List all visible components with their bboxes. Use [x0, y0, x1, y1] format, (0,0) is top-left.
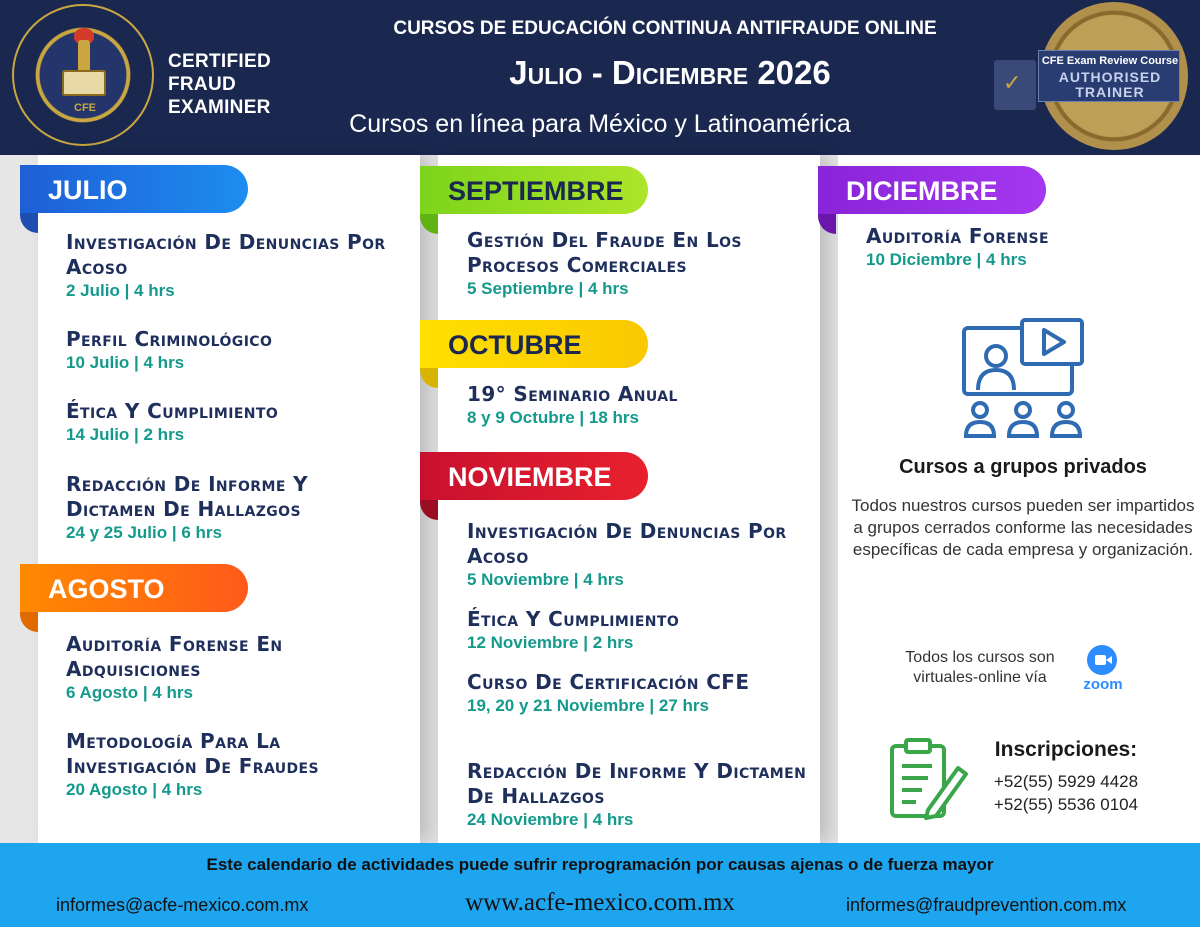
course-title: Gestión Del Fraude En Los Procesos Comerciales	[467, 228, 742, 277]
private-groups-title: Cursos a grupos privados	[899, 456, 1147, 478]
badge-line-1: CFE Exam Review Course	[1041, 55, 1179, 67]
course-date: 10 Diciembre | 4 hrs	[866, 250, 1027, 269]
course-date: 8 y 9 Octubre | 18 hrs	[467, 408, 640, 427]
course-item	[467, 228, 807, 300]
torch-icon	[78, 40, 90, 70]
course-item	[467, 670, 807, 717]
footer-disclaimer: Este calendario de actividades puede sufrir reprogramación por causas ajenas o de fuerza mayor	[206, 855, 994, 874]
banner-fold	[20, 213, 38, 233]
course-date: 5 Noviembre | 4 hrs	[467, 570, 624, 589]
banner-fold	[420, 500, 438, 520]
month-label: NOVIEMBRE	[448, 462, 612, 492]
course-title: Auditoría Forense	[866, 224, 1049, 248]
inscripciones-title: Inscripciones:	[994, 738, 1138, 761]
course-title: Perfil Criminológico	[66, 327, 273, 351]
course-item	[66, 632, 396, 704]
course-item	[66, 230, 396, 302]
phone-number[interactable]: +52(55) 5929 4428	[993, 772, 1139, 791]
phone-number[interactable]: +52(55) 5536 0104	[993, 795, 1139, 814]
book-icon	[62, 70, 106, 96]
course-date: 24 y 25 Julio | 6 hrs	[66, 523, 222, 542]
course-date: 14 Julio | 2 hrs	[66, 425, 185, 444]
cfe-logo-label	[168, 50, 328, 119]
badge-line-2: AUTHORISED	[1058, 69, 1162, 85]
course-title: Curso De Certificación CFE	[467, 670, 750, 694]
footer	[0, 843, 1200, 927]
certified-badge	[994, 60, 1036, 110]
course-title: 19° Seminario Anual	[467, 382, 678, 406]
course-date: 19, 20 y 21 Noviembre | 27 hrs	[467, 696, 709, 715]
email-link-acfe[interactable]: informes@acfe-mexico.com.mx	[56, 895, 309, 915]
course-title: Redacción De Informe Y Dictamen De Hallazgos	[66, 472, 309, 521]
course-item	[66, 327, 396, 374]
course-date: 6 Agosto | 4 hrs	[66, 683, 193, 702]
badge-line-3: TRAINER	[1075, 84, 1145, 100]
page-subtitle: Cursos en línea para México y Latinoamérica	[349, 110, 851, 138]
course-title: Auditoría Forense En Adquisiciones	[66, 632, 283, 681]
course-date: 2 Julio | 4 hrs	[66, 281, 175, 300]
course-item	[866, 224, 1186, 271]
course-date: 5 Septiembre | 4 hrs	[467, 279, 629, 298]
month-label: JULIO	[48, 175, 128, 205]
month-label: AGOSTO	[48, 574, 165, 604]
month-label: SEPTIEMBRE	[448, 176, 624, 206]
banner-fold	[20, 612, 38, 632]
course-item	[467, 759, 807, 831]
authorised-trainer-badge	[1038, 50, 1180, 102]
cfe-logo-text: CERTIFIED FRAUD EXAMINER	[168, 51, 271, 118]
header	[0, 0, 1200, 155]
month-banner-octubre	[420, 320, 648, 368]
page-title: Julio - Diciembre 2026	[509, 54, 831, 91]
course-item	[467, 519, 807, 591]
course-date: 10 Julio | 4 hrs	[66, 353, 185, 372]
course-date: 12 Noviembre | 2 hrs	[467, 633, 634, 652]
month-banner-agosto	[20, 564, 248, 612]
check-icon: ✓	[1003, 70, 1022, 95]
registration-form-icon	[888, 738, 968, 820]
course-item	[66, 472, 396, 544]
course-date: 20 Agosto | 4 hrs	[66, 780, 203, 799]
course-title: Investigación De Denuncias Por Acoso	[467, 519, 787, 568]
zoom-camera-lens	[1106, 656, 1112, 664]
banner-fold	[818, 214, 836, 234]
banner-fold	[420, 214, 438, 234]
header-top-line: CURSOS DE EDUCACIÓN CONTINUA ANTIFRAUDE ONLINE	[393, 18, 937, 39]
banner-fold	[420, 368, 438, 388]
email-link-fraudprevention[interactable]: informes@fraudprevention.com.mx	[846, 895, 1127, 915]
course-item	[66, 399, 396, 446]
month-banner-diciembre	[818, 166, 1046, 214]
course-title: Redacción De Informe Y Dictamen De Hallazgos	[467, 759, 807, 808]
zoom-camera-body	[1095, 655, 1106, 665]
private-groups-text: Todos nuestros cursos pueden ser impartidos a grupos cerrados conforme las necesidades específicas de cada empresa y organización.	[851, 496, 1195, 559]
course-item	[467, 607, 807, 654]
month-label: DICIEMBRE	[846, 176, 998, 206]
zoom-note: Todos los cursos son virtuales-online vía	[905, 649, 1055, 686]
month-label: OCTUBRE	[448, 330, 582, 360]
month-banner-septiembre	[420, 166, 648, 214]
course-title: Metodología Para La Investigación De Fraudes	[66, 729, 319, 778]
course-item	[467, 382, 807, 429]
zoom-camera-icon	[1087, 645, 1117, 675]
zoom-logo-text: zoom	[1083, 676, 1123, 693]
month-banner-julio	[20, 165, 248, 213]
acfe-seal-logo	[12, 4, 154, 146]
month-banner-noviembre	[420, 452, 648, 500]
course-date: 24 Noviembre | 4 hrs	[467, 810, 634, 829]
website-link[interactable]: www.acfe-mexico.com.mx	[465, 889, 735, 916]
course-title: Ética Y Cumplimiento	[467, 607, 680, 631]
course-title: Ética Y Cumplimiento	[66, 399, 279, 423]
course-item	[66, 729, 396, 801]
online-class-icon	[962, 318, 1084, 440]
course-title: Investigación De Denuncias Por Acoso	[66, 230, 386, 279]
seal-text: CFE	[74, 102, 96, 114]
